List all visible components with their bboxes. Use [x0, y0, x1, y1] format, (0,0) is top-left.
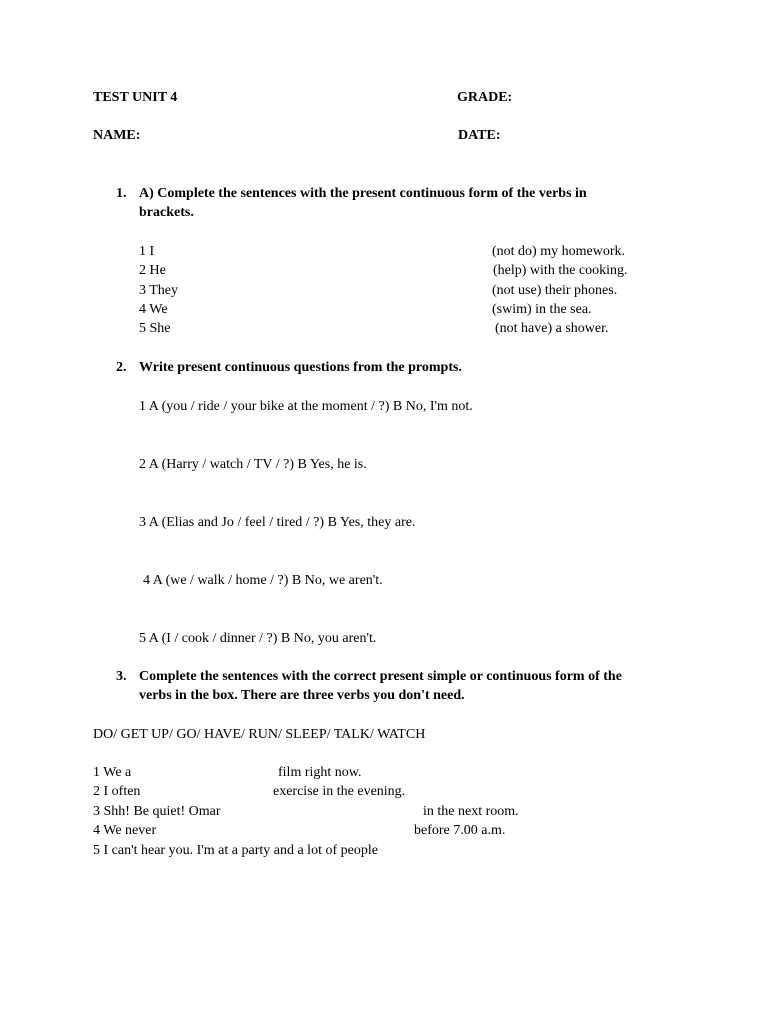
s2-item-4: 4 A (we / walk / home / ?) B No, we aren't.: [143, 573, 383, 588]
section-3-instruction-line2: verbs in the box. There are three verbs you don't need.: [139, 688, 465, 703]
s1-item-3-subject: 3 They: [139, 283, 179, 298]
s1-item-4-prompt: (swim) in the sea.: [492, 302, 592, 317]
s1-item-1-subject: 1 I: [139, 244, 155, 259]
s3-item-3-end: in the next room.: [423, 804, 519, 819]
section-1-number: 1.: [116, 186, 127, 201]
section-2-number: 2.: [116, 360, 127, 375]
s1-item-5-prompt: (not have) a shower.: [495, 321, 609, 336]
test-title: TEST UNIT 4: [93, 90, 178, 105]
s1-item-4-subject: 4 We: [139, 302, 168, 317]
s3-item-2-end: exercise in the evening.: [273, 784, 406, 799]
s2-item-3: 3 A (Elias and Jo / feel / tired / ?) B Yes, they are.: [139, 515, 416, 530]
section-1-instruction-line1: A) Complete the sentences with the present continuous form of the verbs in: [139, 186, 587, 201]
s3-item-2-start: 2 I often: [93, 784, 141, 799]
s3-item-4-end: before 7.00 a.m.: [414, 823, 506, 838]
section-3-instruction-line1: Complete the sentences with the correct present simple or continuous form of the: [139, 669, 622, 684]
s3-item-5-start: 5 I can't hear you. I'm at a party and a lot of people: [93, 843, 378, 858]
s1-item-5-subject: 5 She: [139, 321, 171, 336]
grade-label: GRADE:: [457, 90, 513, 105]
s3-item-1-start: 1 We a: [93, 765, 132, 780]
section-2-instruction: Write present continuous questions from the prompts.: [139, 360, 462, 375]
s3-item-1-end: film right now.: [278, 765, 362, 780]
word-box: DO/ GET UP/ GO/ HAVE/ RUN/ SLEEP/ TALK/ WATCH: [93, 727, 426, 742]
s2-item-5: 5 A (I / cook / dinner / ?) B No, you aren't.: [139, 631, 377, 646]
section-1-instruction-line2: brackets.: [139, 205, 194, 220]
name-label: NAME:: [93, 128, 141, 143]
s1-item-1-prompt: (not do) my homework.: [492, 244, 625, 259]
s1-item-2-subject: 2 He: [139, 263, 166, 278]
date-label: DATE:: [458, 128, 501, 143]
s1-item-3-prompt: (not use) their phones.: [492, 283, 618, 298]
s2-item-1: 1 A (you / ride / your bike at the moment / ?) B No, I'm not.: [139, 399, 473, 414]
s3-item-4-start: 4 We never: [93, 823, 157, 838]
s3-item-3-start: 3 Shh! Be quiet! Omar: [93, 804, 221, 819]
s1-item-2-prompt: (help) with the cooking.: [493, 263, 628, 278]
section-3-number: 3.: [116, 669, 127, 684]
s2-item-2: 2 A (Harry / watch / TV / ?) B Yes, he is.: [139, 457, 367, 472]
